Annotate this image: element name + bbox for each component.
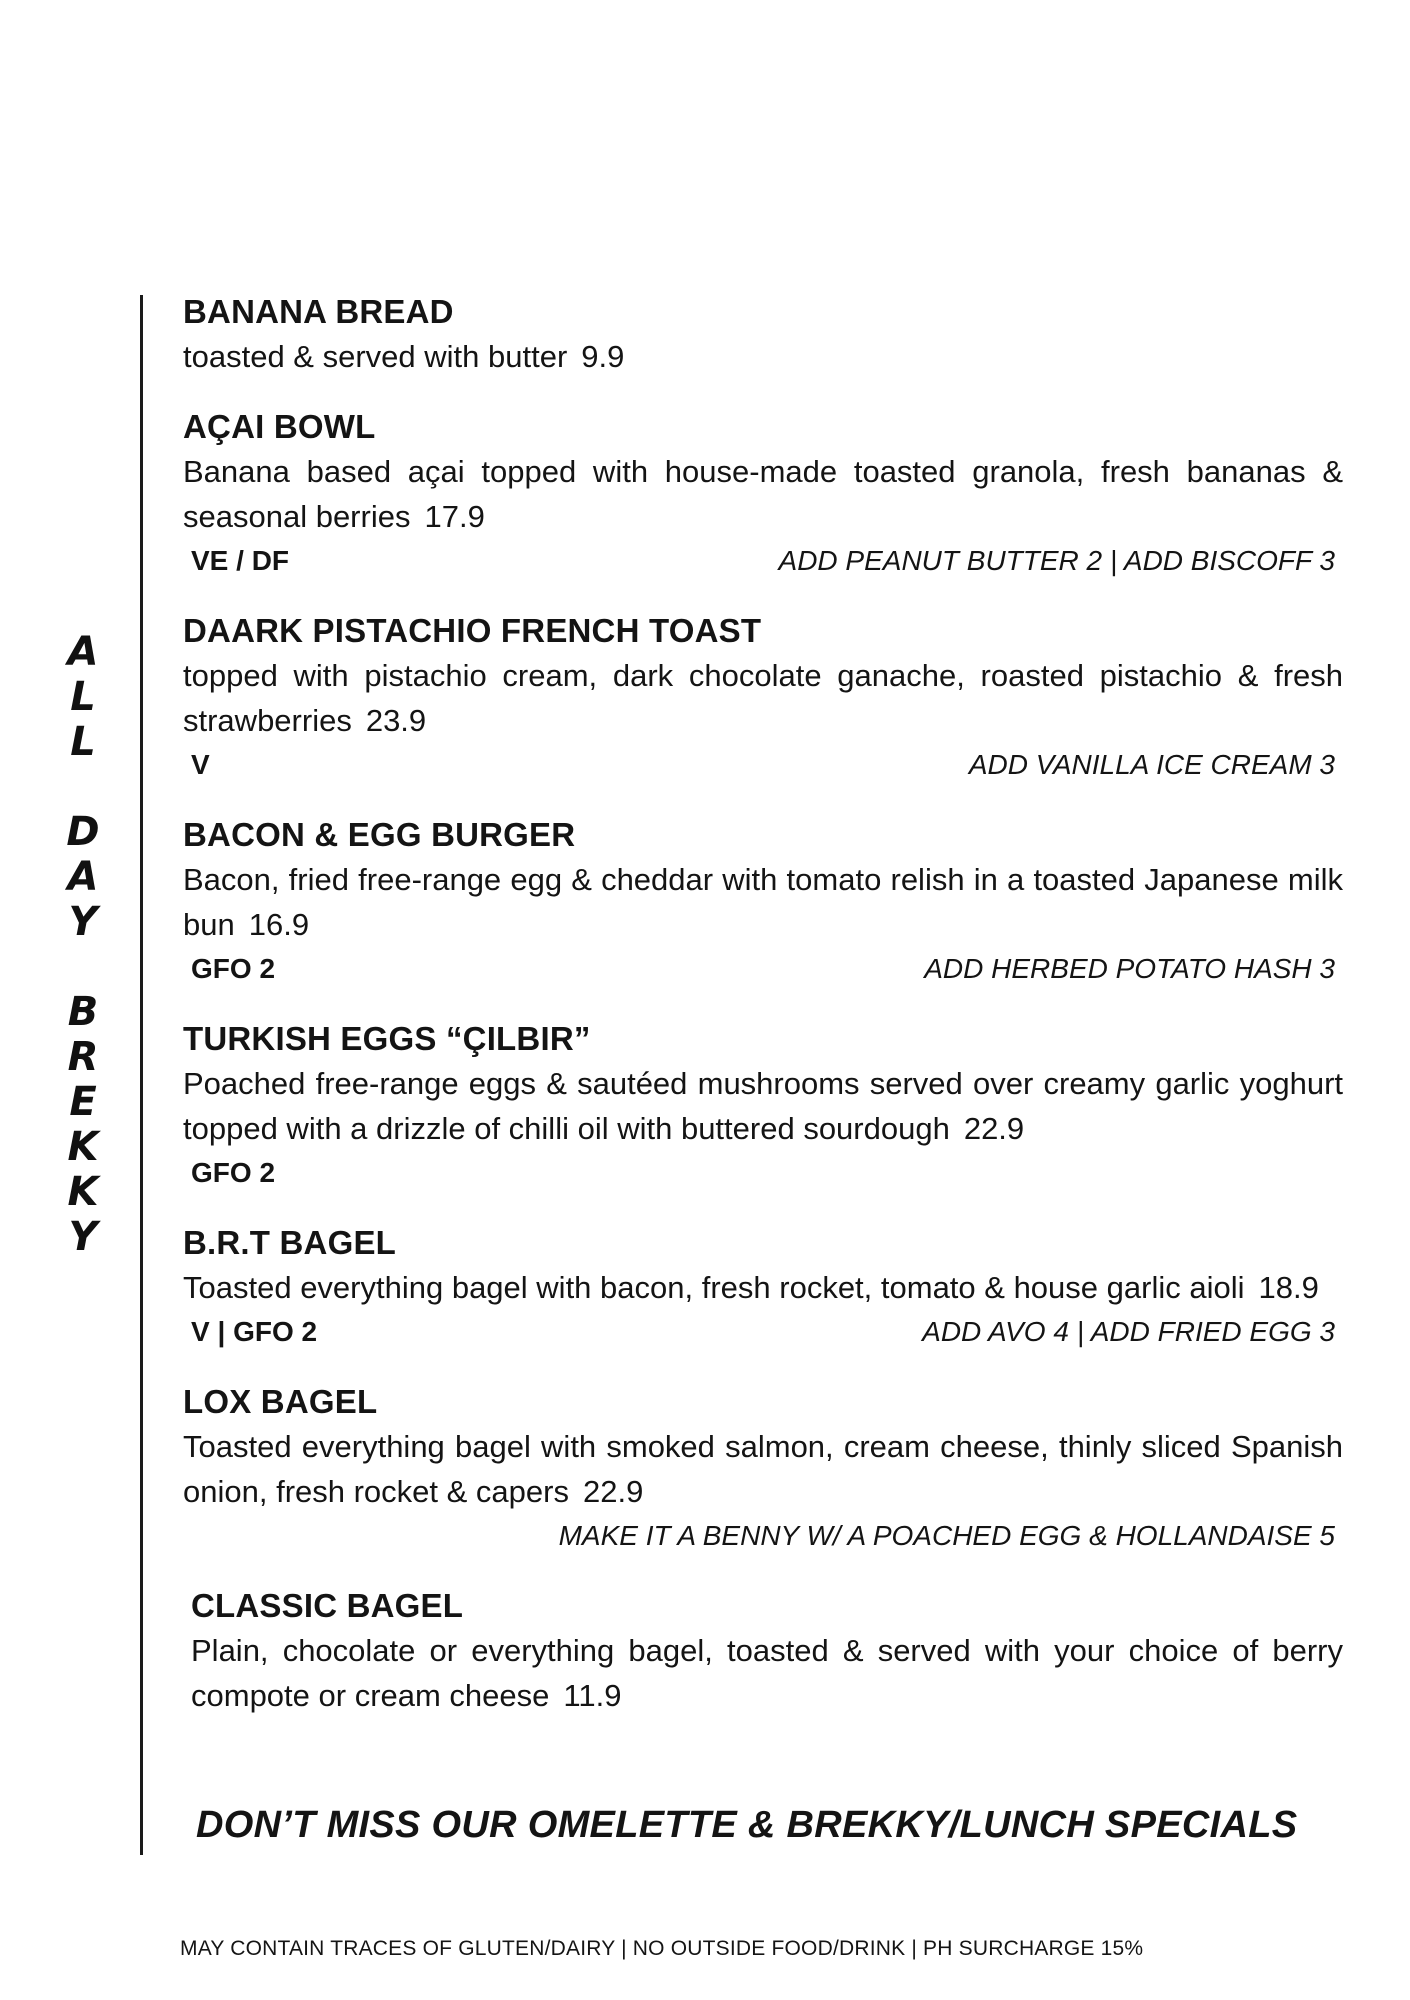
item-price: 18.9 [1258,1270,1319,1305]
item-description-text: Plain, chocolate or everything bagel, toasted & served with your choice of berry compote or cream cheese [191,1633,1343,1713]
item-price: 9.9 [581,339,625,374]
side-title-letter: Y [68,899,98,945]
menu-item-bacon-egg-burger [183,813,1343,991]
vertical-divider [140,295,143,1855]
item-meta-row [183,743,1343,787]
dietary-tags: V [191,749,210,780]
item-description-text: Banana based açai topped with house-made toasted granola, fresh bananas & seasonal berries [183,454,1343,534]
menu-item-pistachio-french-toast [183,609,1343,787]
item-meta-row [183,539,1343,583]
item-price: 22.9 [963,1111,1025,1146]
item-description-text: toasted & served with butter [183,339,568,374]
item-description [183,653,1343,743]
dietary-tags: GFO 2 [191,1157,276,1188]
item-price: 22.9 [582,1474,644,1509]
item-description-text: topped with pistachio cream, dark chocolate ganache, roasted pistachio & fresh strawberries [183,658,1343,738]
dietary-tags: VE / DF [191,545,290,576]
item-name: TURKISH EGGS “ÇILBIR” [183,1020,591,1057]
item-description [183,449,1343,539]
menu-item-turkish-eggs [183,1017,1343,1195]
item-description-text: Poached free-range eggs & sautéed mushrooms served over creamy garlic yoghurt topped with a drizzle of chilli oil with buttered sourdough [183,1066,1343,1146]
item-price: 16.9 [248,907,310,942]
side-title-letter: K [67,1169,99,1215]
addon-options: ADD AVO 4 | ADD FRIED EGG 3 [922,1316,1335,1347]
dietary-tags: V | GFO 2 [191,1316,318,1347]
side-title-letter: B [67,989,99,1035]
item-description-text: Bacon, fried free-range egg & cheddar with tomato relish in a toasted Japanese milk bun [183,862,1343,942]
addon-options: ADD VANILLA ICE CREAM 3 [968,749,1335,780]
item-name: AÇAI BOWL [183,408,376,445]
addon-options: ADD HERBED POTATO HASH 3 [924,953,1335,984]
item-description-text: Toasted everything bagel with bacon, fresh rocket, tomato & house garlic aioli [183,1270,1245,1305]
side-title-letter: K [67,1124,99,1170]
menu-item-brt-bagel [183,1221,1343,1354]
side-title-gap [58,945,108,990]
menu-item-classic-bagel [183,1584,1343,1718]
side-title-letter: E [69,1079,97,1125]
side-title-all-day-brekky [58,630,108,1260]
item-meta-row [183,1310,1343,1354]
item-description [183,1061,1343,1151]
side-title-letter: A [67,629,99,675]
item-meta-row [183,1514,1343,1558]
menu-item-acai-bowl [183,405,1343,583]
side-title-letter: L [70,719,96,765]
addon-options: MAKE IT A BENNY W/ A POACHED EGG & HOLLANDAISE 5 [558,1520,1335,1551]
menu-list [183,290,1343,1718]
item-name: BACON & EGG BURGER [183,816,576,853]
side-title-letter: D [66,809,100,855]
side-title-letter: R [67,1034,99,1080]
item-description [183,334,1343,379]
item-name: LOX BAGEL [183,1383,378,1420]
menu-item-lox-bagel [183,1380,1343,1558]
item-description-text: Toasted everything bagel with smoked salmon, cream cheese, thinly sliced Spanish onion, fresh rocket & capers [183,1429,1343,1509]
item-description [183,1265,1343,1310]
addon-options: ADD PEANUT BUTTER 2 | ADD BISCOFF 3 [778,545,1335,576]
item-name: DAARK PISTACHIO FRENCH TOAST [183,612,762,649]
item-meta-row [183,947,1343,991]
specials-banner: DON’T MISS OUR OMELETTE & BREKKY/LUNCH SPECIALS [196,1804,1298,1846]
side-title-gap [58,765,108,810]
item-name: B.R.T BAGEL [183,1224,397,1261]
side-title-letter: A [67,854,99,900]
item-price: 17.9 [424,499,485,534]
item-description [183,857,1343,947]
item-name: CLASSIC BAGEL [191,1587,464,1624]
side-title-letter: Y [68,1214,98,1260]
dietary-tags: GFO 2 [191,953,276,984]
side-title-letter: L [70,674,96,720]
item-price: 23.9 [365,703,427,738]
item-description [191,1628,1343,1718]
menu-item-banana-bread [183,290,1343,379]
item-name: BANANA BREAD [183,293,454,330]
item-description [183,1424,1343,1514]
item-meta-row [183,1151,1343,1195]
footer-disclaimer: MAY CONTAIN TRACES OF GLUTEN/DAIRY | NO OUTSIDE FOOD/DRINK | PH SURCHARGE 15% [180,1937,1144,1960]
item-price: 11.9 [563,1678,622,1713]
